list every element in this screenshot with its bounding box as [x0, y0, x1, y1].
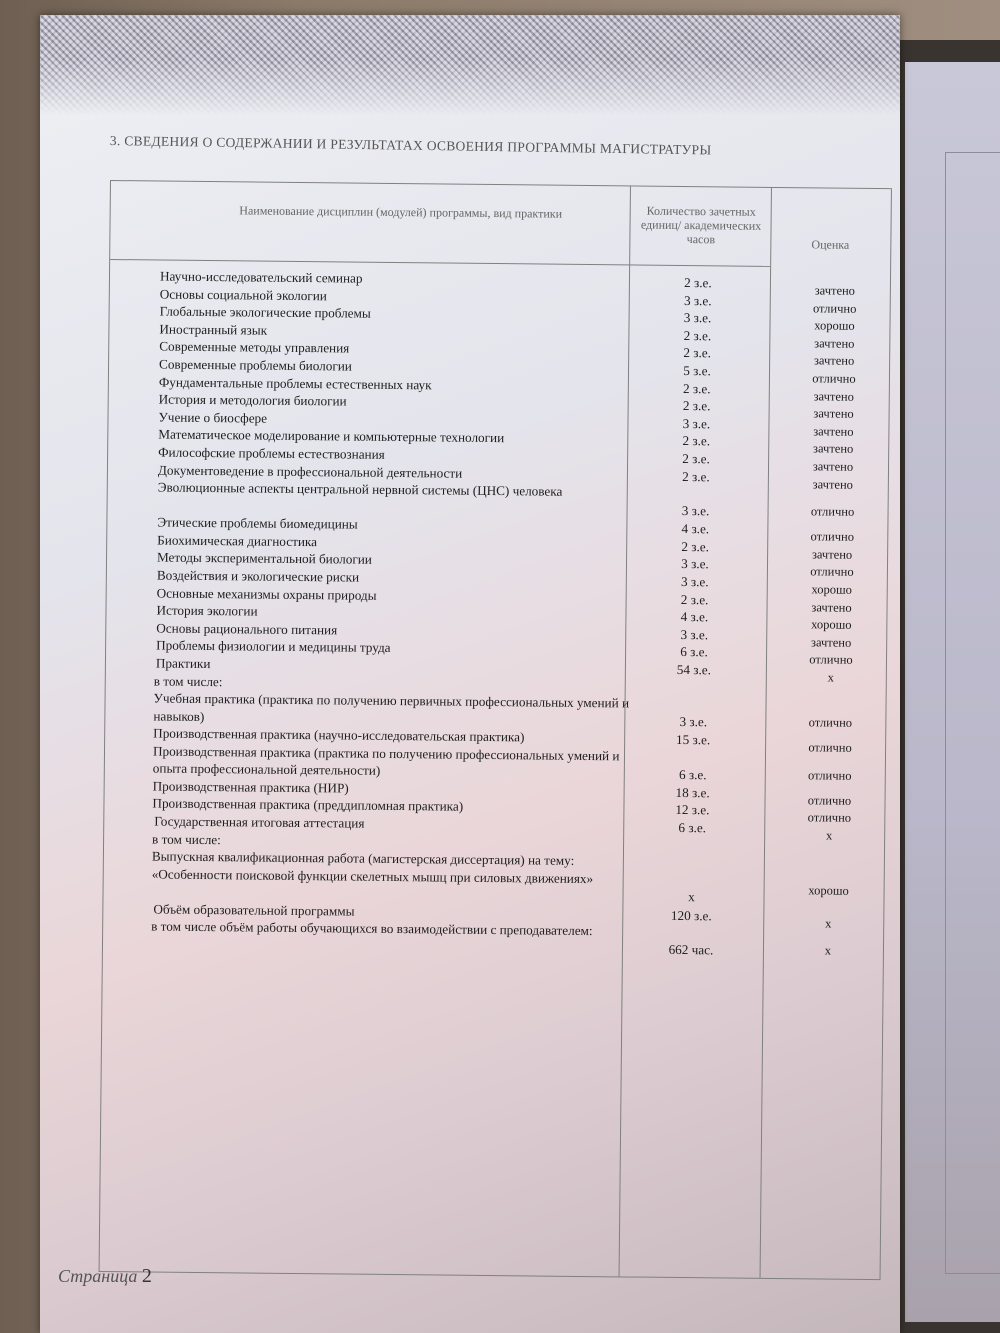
row-name: в том числе объём работы обучающихся во взаимодействии с преподавателем: — [151, 918, 593, 939]
row-credits: 6 з.е. — [678, 819, 707, 836]
row-credits: 15 з.е. — [676, 732, 711, 748]
header-name: Наименование дисциплин (модулей) программы, вид практики — [239, 203, 563, 221]
row-name: История и методология биологии — [158, 391, 347, 409]
row-name: Производственная практика (научно-исследовательская практика) — [153, 725, 525, 745]
row-name: Математическое моделирование и компьютерные технологии — [158, 426, 505, 446]
row-credits: 6 з.е. — [678, 766, 707, 783]
row-grade: зачтено — [813, 353, 855, 369]
row-grade: отлично — [810, 504, 855, 519]
row-grade: x — [824, 943, 832, 958]
facing-page — [905, 62, 1000, 1322]
row-grade: хорошо — [814, 318, 855, 333]
row-grade: отлично — [812, 300, 857, 316]
row-grade: отлично — [810, 564, 854, 580]
column-divider — [619, 186, 631, 1276]
row-name: Современные проблемы биологии — [158, 356, 352, 374]
row-name: Учение о биосфере — [158, 409, 268, 426]
row-credits: 5 з.е. — [683, 363, 711, 379]
header-credits: Количество зачетных единиц/ академических часов — [640, 203, 762, 246]
row-credits: 4 з.е. — [681, 521, 710, 537]
row-credits: 18 з.е. — [675, 784, 710, 801]
row-grade: отлично — [808, 768, 852, 783]
row-credits: 2 з.е. — [682, 398, 711, 414]
column-divider — [760, 188, 772, 1278]
row-grade: зачтено — [813, 441, 854, 457]
row-grade: x — [825, 916, 832, 931]
row-credits: x — [688, 889, 695, 905]
row-name: Производственная практика (преддипломная практика) — [152, 795, 464, 815]
row-credits: 2 з.е. — [684, 275, 712, 291]
row-credits: 3 з.е. — [683, 292, 712, 308]
row-grade: зачтено — [813, 388, 854, 404]
row-name: Учебная практика (практика по получению первичных профессиональных умений и навыков) — [153, 690, 630, 724]
row-credits: 2 з.е. — [683, 327, 712, 344]
row-credits: 120 з.е. — [670, 907, 712, 924]
row-name: в том числе: — [152, 831, 221, 847]
page-number: 2 — [141, 1265, 152, 1287]
row-credits: 3 з.е. — [679, 714, 708, 730]
row-credits: 2 з.е. — [681, 538, 710, 555]
row-grade: зачтено — [814, 283, 856, 298]
row-grade: зачтено — [813, 406, 854, 421]
row-grade: отлично — [809, 652, 853, 668]
row-name: Этические проблемы биомедицины — [157, 514, 358, 532]
row-name: Научно-исследовательский семинар — [159, 268, 363, 286]
guilloche-ornament — [40, 15, 900, 115]
row-name: Проблемы физиологии и медицины труда — [156, 637, 391, 656]
row-name: Основные механизмы охраны природы — [156, 585, 377, 603]
row-name: Философские проблемы естествознания — [158, 444, 385, 462]
row-grade: хорошо — [811, 582, 853, 597]
document-page — [40, 15, 900, 1333]
row-name: Выпускная квалификационная работа (магистерская диссертация) на тему: «Особенности поисковой функции скелетных мышц при силовых движениях» — [151, 848, 594, 886]
row-grade: зачтено — [812, 476, 854, 492]
row-grade: отлично — [812, 371, 856, 386]
row-credits: 2 з.е. — [682, 433, 711, 449]
row-name: Производственная практика (практика по получению профессиональных умений и опыта профессиональной деятельности) — [152, 743, 620, 779]
row-credits: 3 з.е. — [682, 415, 711, 432]
row-credits: 2 з.е. — [680, 591, 709, 607]
row-name: Глобальные экологические проблемы — [159, 303, 371, 321]
header-grade: Оценка — [811, 237, 850, 252]
row-grade: отлично — [808, 715, 853, 730]
row-name: История экологии — [156, 602, 258, 619]
results-table — [99, 180, 892, 1280]
row-credits: 2 з.е. — [682, 380, 711, 396]
row-name: Документоведение в профессиональной деятельности — [157, 462, 463, 481]
row-grade: x — [825, 828, 833, 843]
facing-page-frame — [945, 152, 1000, 1274]
footer-label: Страница — [58, 1266, 138, 1286]
row-name: Основы рационального питания — [156, 620, 338, 638]
row-credits: 6 з.е. — [680, 644, 708, 660]
row-grade: зачтено — [811, 547, 853, 562]
row-credits: 662 час. — [668, 942, 714, 958]
row-grade: отлично — [810, 529, 855, 544]
row-grade: зачтено — [812, 459, 854, 474]
row-grade: хорошо — [811, 617, 852, 632]
table-row — [103, 847, 849, 905]
row-credits: 2 з.е. — [683, 345, 712, 361]
row-grade: зачтено — [811, 635, 852, 650]
row-grade: отлично — [807, 810, 852, 826]
row-name: Объём образовательной программы — [153, 901, 355, 919]
section-title: 3. СВЕДЕНИЯ О СОДЕРЖАНИИ И РЕЗУЛЬТАТАХ ОСВОЕНИЯ ПРОГРАММЫ МАГИСТРАТУРЫ — [109, 133, 712, 158]
row-credits: 3 з.е. — [683, 310, 712, 326]
row-credits: 54 з.е. — [676, 661, 712, 678]
row-name: Биохимическая диагностика — [157, 532, 318, 549]
header-divider — [110, 259, 770, 267]
row-name: в том числе: — [153, 673, 223, 689]
row-credits: 2 з.е. — [682, 451, 710, 467]
row-grade: хорошо — [808, 883, 849, 898]
row-grade: зачтено — [814, 336, 855, 351]
row-grade: зачтено — [813, 424, 854, 439]
row-credits: 2 з.е. — [682, 468, 710, 484]
row-grade: отлично — [807, 793, 852, 808]
row-name: Иностранный язык — [159, 321, 268, 338]
row-credits: 12 з.е. — [675, 802, 710, 818]
row-name: Практики — [155, 655, 211, 672]
row-name: Современные методы управления — [159, 338, 350, 356]
row-grade: отлично — [808, 740, 852, 755]
row-grade: x — [827, 670, 835, 685]
row-credits: 4 з.е. — [680, 609, 709, 625]
row-credits: 3 з.е. — [681, 556, 709, 572]
row-credits: 3 з.е. — [680, 626, 709, 643]
row-name: Производственная практика (НИР) — [152, 778, 349, 796]
row-name: Методы экспериментальной биологии — [156, 549, 372, 568]
row-name: Воздействия и экологические риски — [156, 567, 360, 585]
row-name: Фундаментальные проблемы естественных наук — [158, 374, 432, 392]
row-credits: 3 з.е. — [680, 574, 709, 590]
row-grade: зачтено — [811, 599, 852, 615]
row-name: Основы социальной экологии — [159, 286, 327, 303]
row-name: Государственная итоговая аттестация — [154, 813, 365, 831]
row-name: Эволюционные аспекты центральной нервной системы (ЦНС) человека — [157, 479, 563, 499]
row-credits: 3 з.е. — [681, 503, 710, 519]
page-footer — [58, 1265, 152, 1288]
